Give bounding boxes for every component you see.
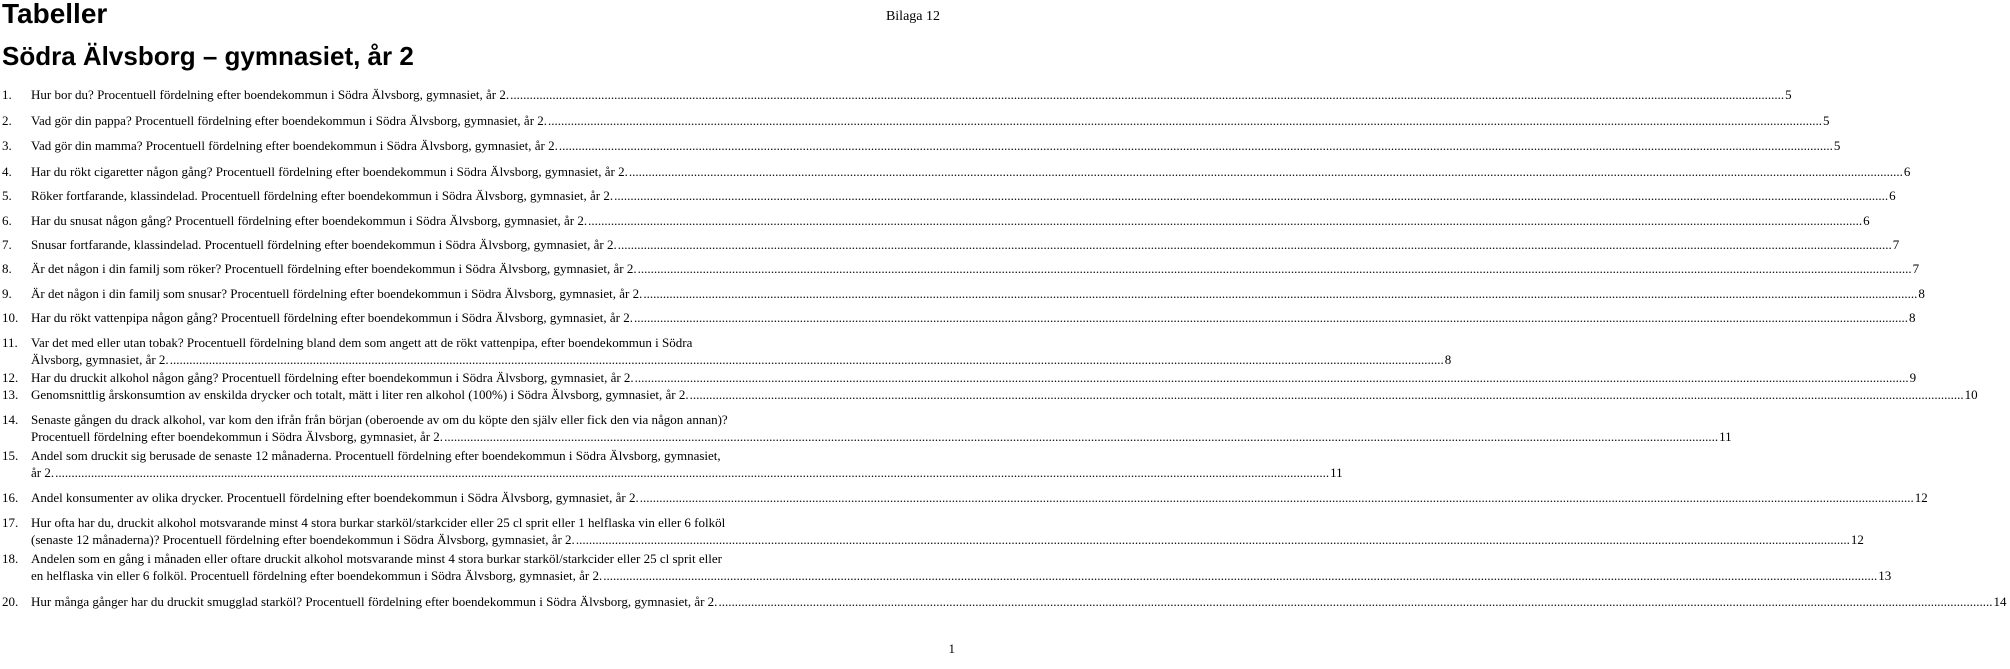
toc-entry[interactable] — [0, 411, 1732, 445]
toc-entry-body — [31, 550, 1895, 584]
toc-entry-body — [31, 334, 1455, 368]
toc-entry[interactable] — [0, 593, 2007, 610]
toc-entry[interactable] — [0, 369, 1917, 386]
dot-leader — [614, 187, 1888, 204]
toc-entry-text: Andel konsumenter av olika drycker. Procentuell fördelning efter boendekommun i Södra Älvsborg, gymnasiet, år 2. — [31, 490, 639, 505]
dot-leader — [55, 464, 1329, 481]
toc-entry[interactable] — [0, 285, 1925, 302]
toc-entry-text: Hur bor du? Procentuell fördelning efter boendekommun i Södra Älvsborg, gymnasiet, år 2. — [31, 87, 510, 102]
toc-entry-number: 16. — [2, 490, 19, 505]
toc-entry-text: (senaste 12 månaderna)? Procentuell fördelning efter boendekommun i Södra Älvsborg, gymnasiet, år 2. — [31, 532, 575, 547]
toc-entry-page: 5 — [1833, 138, 1841, 153]
toc-entry-line — [31, 309, 1915, 326]
toc-entry-text-first-line: Andelen som en gång i månaden eller oftare druckit alkohol motsvarande minst 4 stora burkar starköl/starkcider eller 25 cl sprit eller — [31, 551, 722, 566]
toc-entry-page: 6 — [1863, 213, 1870, 228]
dot-leader — [718, 593, 1992, 610]
toc-entry-text: Är det någon i din familj som röker? Procentuell fördelning efter boendekommun i Södra Älvsborg, gymnasiet, år 2. — [31, 261, 637, 276]
toc-entry-line — [31, 489, 1928, 506]
toc-entry-line — [31, 285, 1925, 302]
toc-entry-page: 12 — [1850, 532, 1864, 547]
toc-entry-body — [31, 411, 1736, 445]
toc-entry-number: 9. — [2, 286, 12, 301]
toc-entry[interactable] — [0, 550, 1892, 584]
dot-leader — [603, 567, 1877, 584]
toc-entry-text: Snusar fortfarande, klassindelad. Procentuell fördelning efter boendekommun i Södra Älvsborg, gymnasiet, år 2. — [31, 237, 617, 252]
toc-entry-text-first-line: Senaste gången du drack alkohol, var kom den ifrån från början (oberoende av om du köpte den själv eller fick den via någon annan)? — [31, 412, 728, 427]
toc-entry[interactable] — [0, 187, 1896, 204]
toc-entry-page: 11 — [1719, 429, 1732, 444]
dot-leader — [576, 531, 1850, 548]
toc-entry[interactable] — [0, 386, 1978, 403]
toc-entry-text: Hur många gånger har du druckit smugglad starköl? Procentuell fördelning efter boendekommun i Södra Älvsborg, gymnasiet, år 2. — [31, 594, 718, 609]
toc-entry-line — [31, 163, 1910, 180]
dot-leader — [643, 285, 1917, 302]
toc-entry-text: Procentuell fördelning efter boendekommun i Södra Älvsborg, gymnasiet, år 2. — [31, 429, 444, 444]
page-title: Tabeller — [2, 0, 108, 29]
toc-entry[interactable] — [0, 163, 1911, 180]
dot-leader — [690, 386, 1964, 403]
toc-entry-text: Har du rökt vattenpipa någon gång? Procentuell fördelning efter boendekommun i Södra Älvsborg, gymnasiet, år 2. — [31, 310, 633, 325]
toc-entry-page: 9 — [1909, 370, 1917, 385]
toc-entry-body — [31, 447, 1347, 481]
toc-entry-line — [31, 86, 1792, 103]
toc-entry-line — [31, 567, 1891, 584]
toc-entry-text: en helflaska vin eller 6 folköl. Procentuell fördelning efter boendekommun i Södra Älvsborg, gymnasiet, år 2. — [31, 568, 603, 583]
page-subtitle: Södra Älvsborg – gymnasiet, år 2 — [2, 41, 414, 71]
toc-entry-text: Har du snusat någon gång? Procentuell fördelning efter boendekommun i Södra Älvsborg, gymnasiet, år 2. — [31, 213, 588, 228]
toc-entry[interactable] — [0, 489, 1928, 506]
toc-entry-line — [31, 112, 1830, 129]
dot-leader — [634, 309, 1908, 326]
toc-entry-page: 12 — [1914, 490, 1928, 505]
toc-entry-text: Älvsborg, gymnasiet, år 2. — [31, 352, 169, 367]
toc-entry-line — [31, 531, 1864, 548]
toc-entry[interactable] — [0, 137, 1841, 154]
toc-entry-page: 5 — [1785, 87, 1792, 102]
toc-entry-number: 5. — [2, 188, 12, 203]
toc-entry-body — [31, 593, 2010, 610]
toc-entry-number: 15. — [2, 448, 19, 463]
dot-leader — [640, 489, 1914, 506]
toc-entry-page: 6 — [1889, 188, 1896, 203]
toc-entry-number: 12. — [2, 370, 19, 385]
page-number: 1 — [948, 641, 955, 656]
toc-entry-text: Har du druckit alkohol någon gång? Procentuell fördelning efter boendekommun i Södra Älvsborg, gymnasiet, år 2. — [31, 370, 634, 385]
toc-entry-body — [31, 285, 1929, 302]
toc-entry-number: 17. — [2, 515, 19, 530]
toc-entry-text: år 2. — [31, 465, 55, 480]
toc-entry-body — [31, 489, 1932, 506]
toc-entry-body — [31, 514, 1868, 548]
dot-leader — [548, 112, 1822, 129]
toc-entry-number: 3. — [2, 138, 12, 153]
toc-entry-page: 14 — [1993, 594, 2007, 609]
dot-leader — [635, 369, 1909, 386]
toc-entry[interactable] — [0, 334, 1452, 368]
toc-entry-number: 13. — [2, 387, 19, 402]
toc-entry-page: 6 — [1903, 164, 1911, 179]
toc-entry-body — [31, 212, 1874, 229]
toc-entry-line — [31, 187, 1896, 204]
dot-leader — [638, 260, 1912, 277]
toc-entry-body — [31, 260, 1923, 277]
toc-entry[interactable] — [0, 260, 1920, 277]
toc-entry-text: Vad gör din mamma? Procentuell fördelning efter boendekommun i Södra Älvsborg, gymnasiet, år 2. — [31, 138, 558, 153]
toc-entry-text-first-line: Var det med eller utan tobak? Procentuell fördelning bland dem som angett att de rökt vattenpipa, efter boendekommun i Södra — [31, 335, 693, 350]
toc-entry-number: 18. — [2, 551, 19, 566]
toc-entry-page: 10 — [1964, 387, 1978, 402]
toc-entry-page: 13 — [1878, 568, 1892, 583]
dot-leader — [559, 137, 1833, 154]
toc-entry-number: 4. — [2, 164, 12, 179]
toc-entry-number: 10. — [2, 310, 19, 325]
toc-entry-text: Har du rökt cigaretter någon gång? Procentuell fördelning efter boendekommun i Södra Älvsborg, gymnasiet, år 2. — [31, 164, 628, 179]
toc-entry[interactable] — [0, 212, 1870, 229]
toc-entry-line — [31, 351, 1451, 368]
dot-leader — [444, 428, 1718, 445]
dot-leader — [588, 212, 1862, 229]
toc-entry[interactable] — [0, 112, 1830, 129]
toc-entry-line — [31, 369, 1916, 386]
toc-entry-line — [31, 464, 1343, 481]
toc-entry-body — [31, 137, 1844, 154]
toc-entry-page: 8 — [1918, 286, 1925, 301]
toc-entry-body — [31, 386, 1982, 403]
toc-entry-number: 1. — [2, 87, 12, 102]
toc-entry-page: 5 — [1823, 113, 1830, 128]
toc-entry-line — [31, 212, 1870, 229]
toc-entry-line — [31, 593, 2006, 610]
toc-entry-number: 20. — [2, 594, 19, 609]
toc-entry-body — [31, 369, 1920, 386]
toc-entry-text: Genomsnittlig årskonsumtion av enskilda drycker och totalt, mätt i liter ren alkohol (100%) i Södra Älvsborg, gymnasiet, år 2. — [31, 387, 689, 402]
toc-entry[interactable] — [0, 86, 1792, 103]
toc-entry-number: 2. — [2, 113, 12, 128]
toc-entry-line — [31, 137, 1840, 154]
toc-entry-line — [31, 386, 1978, 403]
dot-leader — [170, 351, 1444, 368]
toc-entry-line — [31, 236, 1899, 253]
toc-entry-line — [31, 260, 1919, 277]
toc-entry[interactable] — [0, 447, 1343, 481]
toc-entry-body — [31, 163, 1914, 180]
toc-entry-body — [31, 309, 1919, 326]
toc-entry-page: 7 — [1912, 261, 1920, 276]
toc-entry[interactable] — [0, 309, 1916, 326]
toc-entry-text: Röker fortfarande, klassindelad. Procentuell fördelning efter boendekommun i Södra Älvsborg, gymnasiet, år 2. — [31, 188, 614, 203]
toc-entry-line — [31, 428, 1732, 445]
appendix-label: Bilaga 12 — [885, 9, 940, 24]
toc-entry-body — [31, 187, 1900, 204]
toc-entry-number: 7. — [2, 237, 12, 252]
toc-entry-page: 11 — [1330, 465, 1343, 480]
toc-entry[interactable] — [0, 514, 1864, 548]
toc-entry-text: Är det någon i din familj som snusar? Procentuell fördelning efter boendekommun i Södra Älvsborg, gymnasiet, år 2. — [31, 286, 643, 301]
dot-leader — [510, 86, 1784, 103]
toc-entry-number: 8. — [2, 261, 12, 276]
toc-entry-page: 7 — [1892, 237, 1900, 252]
toc-entry-page: 8 — [1444, 352, 1452, 367]
toc-entry-number: 11. — [2, 335, 18, 350]
dot-leader — [618, 236, 1892, 253]
toc-entry-text: Vad gör din pappa? Procentuell fördelning efter boendekommun i Södra Älvsborg, gymnasiet, år 2. — [31, 113, 548, 128]
toc-entry-text-first-line: Hur ofta har du, druckit alkohol motsvarande minst 4 stora burkar starköl/starkcider eller 25 cl sprit eller 1 helflaska vin eller 6 folköl — [31, 515, 726, 530]
toc-entry-body — [31, 86, 1796, 103]
dot-leader — [629, 163, 1903, 180]
toc-entry-body — [31, 236, 1903, 253]
toc-entry-number: 14. — [2, 412, 19, 427]
toc-entry-body — [31, 112, 1834, 129]
toc-entry[interactable] — [0, 236, 1900, 253]
toc-entry-number: 6. — [2, 213, 12, 228]
toc-entry-page: 8 — [1908, 310, 1916, 325]
toc-entry-text-first-line: Andel som druckit sig berusade de senaste 12 månaderna. Procentuell fördelning efter boendekommun i Södra Älvsborg, gymnasiet, — [31, 448, 721, 463]
